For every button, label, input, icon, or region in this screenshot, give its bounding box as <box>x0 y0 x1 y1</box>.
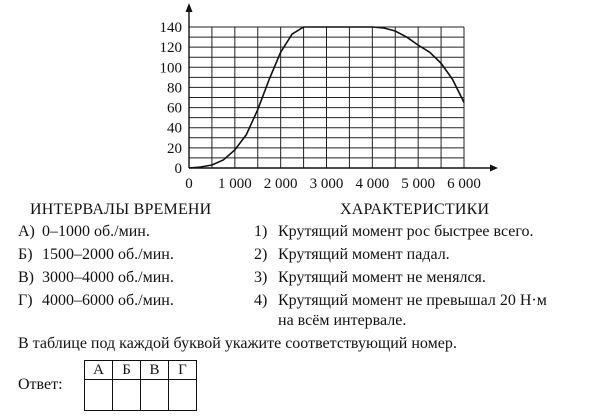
x-tick-label: 1 000 <box>217 176 252 192</box>
y-tick-label: 120 <box>159 40 182 57</box>
characteristic-number: 2) <box>254 246 268 263</box>
y-tick-label: 60 <box>167 100 182 117</box>
characteristic-row-2 <box>254 246 450 264</box>
x-tick-label: 0 <box>185 176 193 192</box>
answer-cell-d[interactable] <box>169 380 197 411</box>
answer-letter-a: А <box>85 361 113 380</box>
interval-row-c <box>18 269 174 287</box>
answer-letter-d: Г <box>169 361 197 380</box>
interval-letter: Г) <box>18 292 33 309</box>
characteristic-text: Крутящий момент рос быстрее всего. <box>278 223 534 240</box>
interval-letter: В) <box>18 269 34 286</box>
torque-chart <box>0 0 596 200</box>
y-tick-label: 80 <box>167 80 182 97</box>
x-tick-label: 4 000 <box>355 176 390 192</box>
characteristic-number: 1) <box>254 223 268 240</box>
x-tick-label: 3 000 <box>309 176 344 192</box>
characteristic-text: Крутящий момент не превышал 20 Н·м <box>278 292 547 309</box>
characteristic-row-1 <box>254 223 534 241</box>
interval-text: 3000–4000 об./мин. <box>42 269 174 286</box>
characteristics-header: ХАРАКТЕРИСТИКИ <box>340 201 490 218</box>
characteristic-number: 3) <box>254 269 268 286</box>
x-axis-arrow <box>490 165 498 172</box>
y-tick-label: 100 <box>159 60 182 77</box>
interval-letter: Б) <box>18 246 33 263</box>
interval-letter: А) <box>18 223 35 240</box>
x-tick-label: 2 000 <box>263 176 298 192</box>
y-tick-label: 0 <box>174 161 182 177</box>
interval-text: 4000–6000 об./мин. <box>42 292 174 309</box>
interval-text: 0–1000 об./мин. <box>42 223 150 240</box>
characteristic-row-3 <box>254 269 486 287</box>
interval-row-b <box>18 246 174 264</box>
characteristic-row-4 <box>254 292 547 310</box>
answer-letter-b: Б <box>113 361 141 380</box>
characteristic-text: Крутящий момент падал. <box>278 246 450 263</box>
x-tick-label: 5 000 <box>401 176 436 192</box>
answer-cell-c[interactable] <box>141 380 169 411</box>
x-tick-label: 6 000 <box>447 176 481 192</box>
characteristic-text: Крутящий момент не менялся. <box>278 269 486 286</box>
y-axis-arrow <box>186 3 193 12</box>
y-tick-label: 140 <box>159 20 182 36</box>
characteristic-text-continued: на всём интервале. <box>278 312 407 329</box>
answer-cell-b[interactable] <box>113 380 141 411</box>
answer-letter-c: В <box>141 361 169 380</box>
answer-label: Ответ: <box>18 376 63 393</box>
y-tick-label: 20 <box>167 140 182 157</box>
instruction-text: В таблице под каждой буквой укажите соответствующий номер. <box>18 335 457 352</box>
interval-text: 1500–2000 об./мин. <box>42 246 174 263</box>
answer-cell-a[interactable] <box>85 380 113 411</box>
interval-row-d <box>18 292 174 310</box>
answer-table <box>84 360 197 411</box>
intervals-header: ИНТЕРВАЛЫ ВРЕМЕНИ <box>30 201 212 218</box>
interval-row-a <box>18 223 150 241</box>
characteristic-number: 4) <box>254 292 268 309</box>
y-tick-label: 40 <box>167 120 182 137</box>
